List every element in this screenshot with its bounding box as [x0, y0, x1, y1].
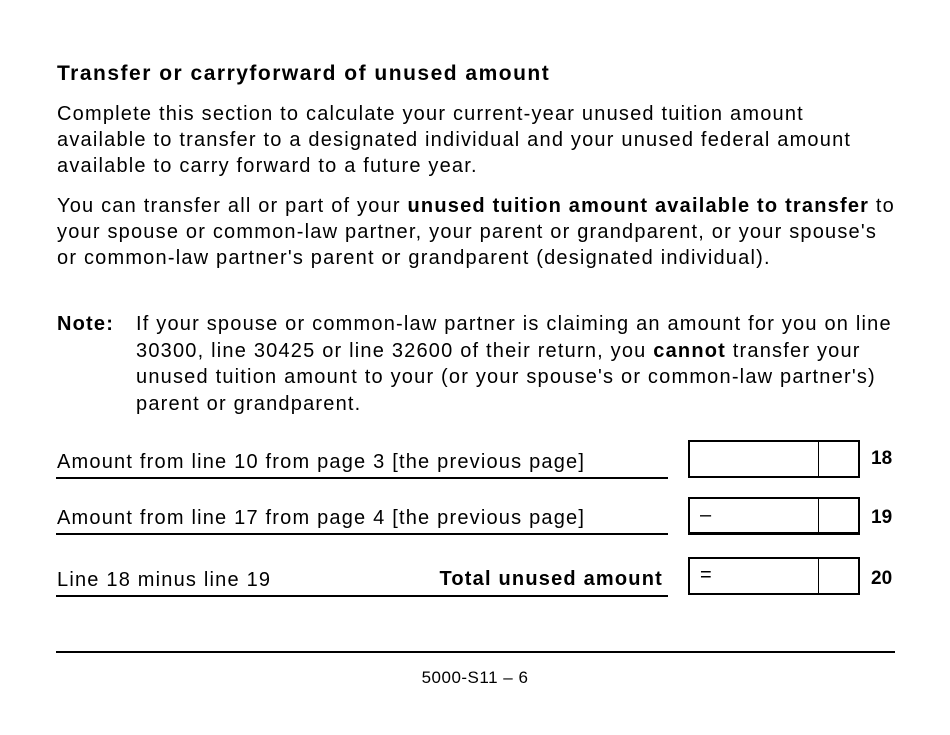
line-18-dollars-field[interactable] [690, 442, 818, 476]
note-label: Note: [57, 313, 115, 335]
line-19-underline [56, 533, 668, 535]
line-20-cents-divider [818, 559, 819, 593]
note-block [57, 311, 897, 417]
line-20-number: 20 [871, 568, 893, 589]
line-19-cents-field[interactable] [821, 499, 858, 532]
note-text-start: If your spouse or common-law partner is claiming an amount for you on line 30300, line 30425 or line 32600 of their return, you [136, 313, 892, 362]
footer-divider [56, 651, 895, 653]
line-20-amount-box[interactable] [688, 557, 860, 595]
line-18-label: Amount from line 10 from page 3 [the previous page] [57, 451, 586, 473]
line-20-cents-field[interactable] [821, 559, 858, 593]
line-19-number: 19 [871, 507, 893, 528]
note-text-end: transfer your unused tuition amount to your (or your spouse's or common-law partner's) parent or grandparent. [136, 339, 876, 415]
intro-paragraph: Complete this section to calculate your current-year unused tuition amount available to transfer to a designated individual and your unused federal amount available to carry forward to a future year. [57, 103, 852, 177]
line-20-label: Line 18 minus line 19 [57, 569, 272, 591]
page-footer: 5000-S11 – 6 [421, 668, 529, 687]
line-18-cents-divider [818, 442, 819, 476]
transfer-text-start: You can transfer all or part of your [57, 195, 408, 217]
line-20-total-label: Total unused amount [439, 568, 663, 590]
line-20-dollars-field[interactable] [690, 559, 818, 593]
line-19-label: Amount from line 17 from page 4 [the previous page] [57, 507, 586, 529]
line-20-underline [56, 595, 668, 597]
note-bold-text: cannot [653, 339, 727, 362]
line-18-number: 18 [871, 448, 893, 469]
line-18-underline [56, 477, 668, 479]
line-19-dollars-field[interactable] [690, 499, 818, 532]
transfer-text-end: to your spouse or common-law partner, your parent or grandparent, or your spouse's or common-law partner's parent or grandparent (designated individual). [57, 195, 895, 269]
note-body [136, 311, 897, 417]
transfer-bold-text: unused tuition amount available to transfer [407, 195, 870, 217]
section-title: Transfer or carryforward of unused amount [57, 62, 551, 85]
line-19-minus-sign: – [700, 504, 713, 526]
line-18-cents-field[interactable] [821, 442, 858, 476]
line-19-cents-divider [818, 499, 819, 532]
line-19-amount-box[interactable] [688, 497, 860, 535]
line-20-equals-sign: = [700, 564, 713, 586]
line-18-amount-box[interactable] [688, 440, 860, 478]
transfer-paragraph [57, 193, 897, 271]
